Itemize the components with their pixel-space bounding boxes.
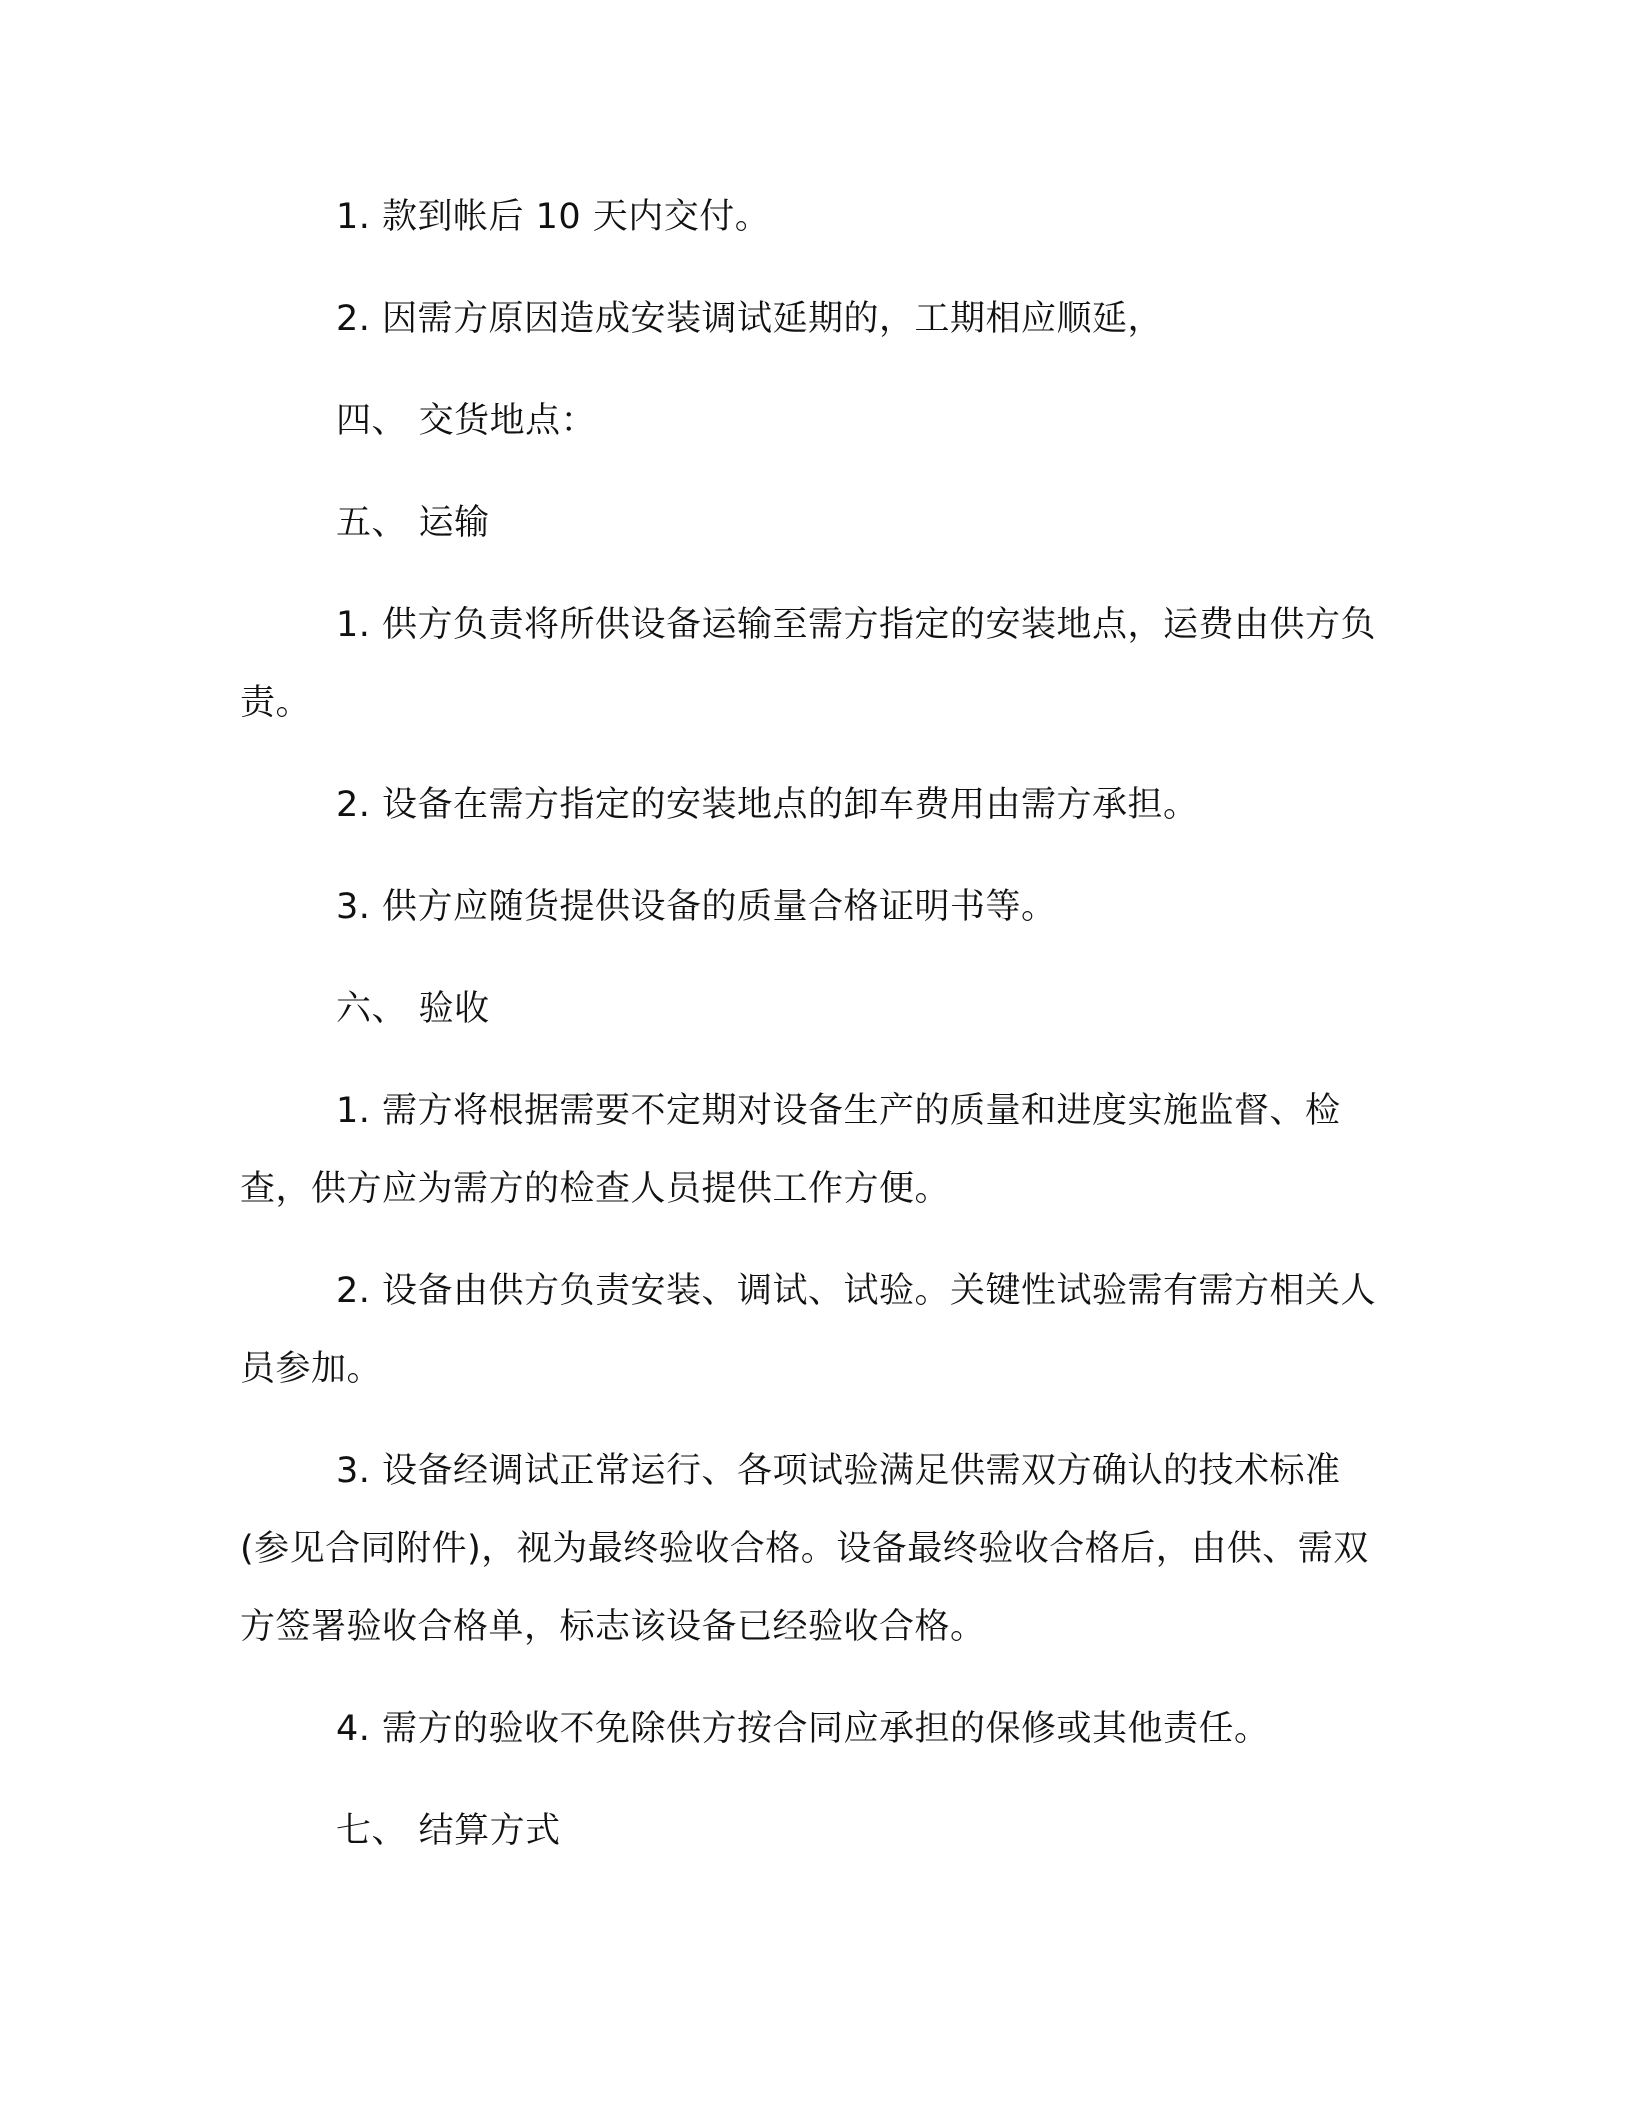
- paragraph-transport-responsibility: 1. 供方负责将所供设备运输至需方指定的安装地点，运费由供方负责。: [240, 605, 1377, 723]
- paragraph-warranty-responsibility: 4. 需方的验收不免除供方按合同应承担的保修或其他责任。: [336, 1709, 1270, 1749]
- section-heading-transport: 五、 运输: [336, 503, 490, 543]
- paragraph-delivery-time: 1. 款到帐后 10 天内交付。: [336, 197, 771, 237]
- section-heading-delivery-location: 四、 交货地点：: [336, 401, 597, 441]
- paragraph-final-acceptance: 3. 设备经调试正常运行、各项试验满足供需双方确认的技术标准(参见合同附件)，视为最终验收合格。设备最终验收合格后，由供、需双方签署验收合格单，标志该设备已经验收合格。: [240, 1451, 1369, 1647]
- paragraph-unloading-cost: 2. 设备在需方指定的安装地点的卸车费用由需方承担。: [336, 785, 1199, 825]
- paragraph-installation-testing: 2. 设备由供方负责安装、调试、试验。关键性试验需有需方相关人员参加。: [240, 1271, 1377, 1389]
- paragraph-supervision: 1. 需方将根据需要不定期对设备生产的质量和进度实施监督、检查，供方应为需方的检查人员提供工作方便。: [240, 1091, 1341, 1209]
- paragraph-quality-certificate: 3. 供方应随货提供设备的质量合格证明书等。: [336, 887, 1057, 927]
- section-heading-settlement: 七、 结算方式: [336, 1811, 561, 1851]
- section-heading-acceptance: 六、 验收: [336, 989, 490, 1029]
- paragraph-delay-extension: 2. 因需方原因造成安装调试延期的，工期相应顺延，: [336, 299, 1164, 339]
